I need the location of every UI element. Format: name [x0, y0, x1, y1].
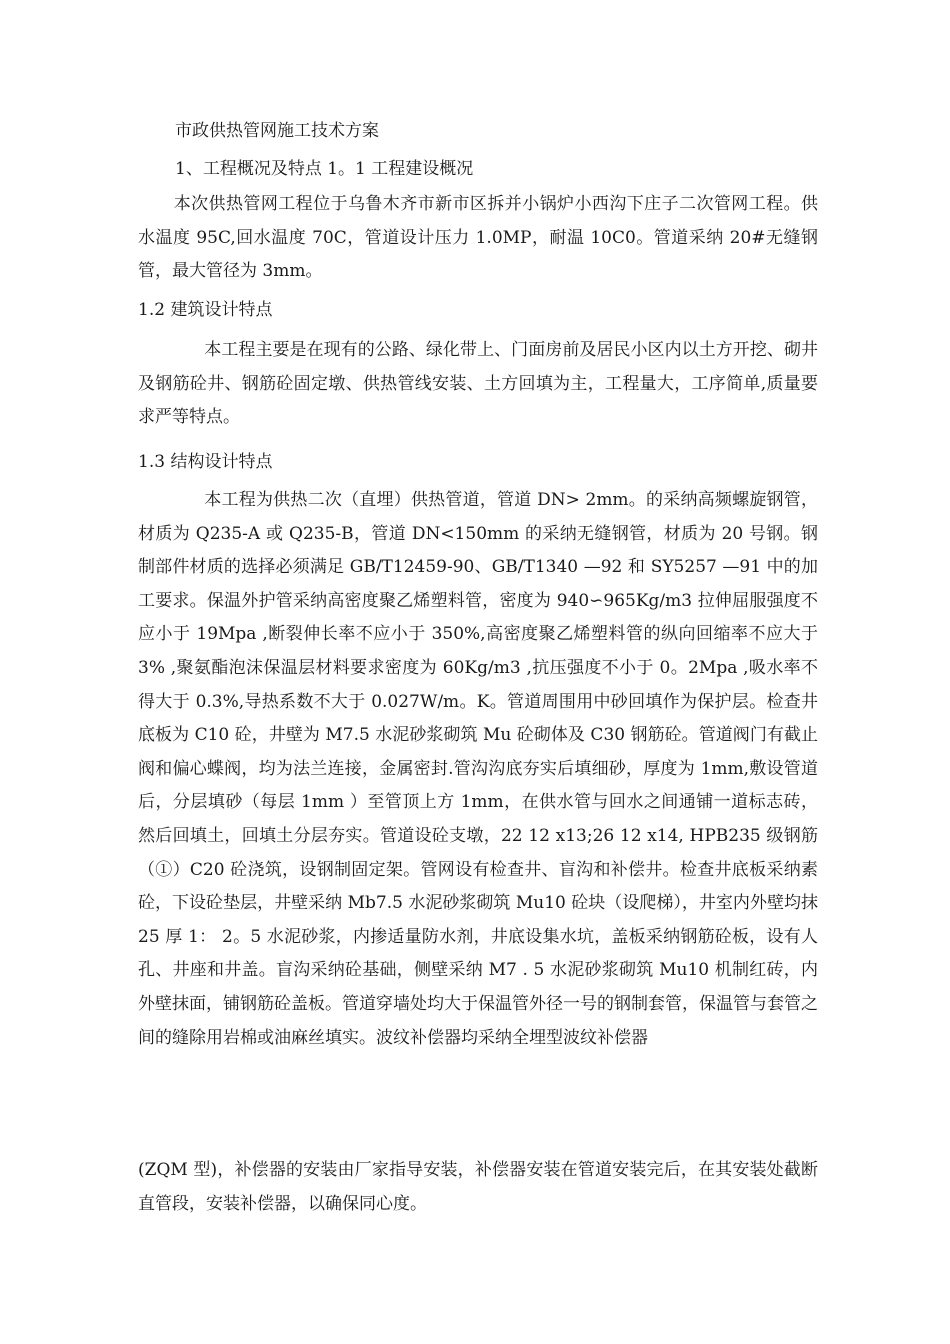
section-1-heading: 1、工程概况及特点 1。1 工程建设概况: [175, 159, 474, 179]
section-1-3-body: 本工程为供热二次（直埋）供热管道，管道 DN> 2mm。的采纳高频螺旋钢管，材质为 Q235-A 或 Q235-B，管道 DN<150mm 的采纳无缝钢管，材质为 20 号钢。钢制部件材质的选择必须满足 GB/T12459-90、GB/T1340 —92 和 SY5257 —91 中的加工要求。保温外护管采纳高密度聚乙烯塑料管，密度为 940∽965Kg/m3 拉伸屈服强度不应小于 19Mpa ,断裂伸长率不应小于 350%,高密度聚乙烯塑料管的纵向回缩率不应大于 3% ,聚氨酯泡沫保温层材料要求密度为 60Kg/m3 ,抗压强度不小于 0。2Mpa ,吸水率不得大于 0.3%,导热系数不大于 0.027W/m。K。管道周围用中砂回填作为保护层。检查井底板为 C10 砼，井壁为 M7.5 水泥砂浆砌筑 Mu 砼砌体及 C30 钢筋砼。管道阀门有截止阀和偏心蝶阀，均为法兰连接，金属密封.管沟沟底夯实后填细砂，厚度为 1mm,敷设管道后，分层填砂（每层 1mm ）至管顶上方 1mm，在供水管与回水之间通铺一道标志砖，然后回填土，回填土分层夯实。管道设砼支墩，22 12 x13;26 12 x14, HPB235 级钢筋（①）C20 砼浇筑，设钢制固定架。管网设有检查井、盲沟和补偿井。检查井底板采纳素砼，下设砼垫层，井壁采纳 Mb7.5 水泥砂浆砌筑 Mu10 砼块（设爬梯），井室内外壁均抹 25 厚 1： 2。5 水泥砂浆，内掺适量防水剂，井底设集水坑，盖板采纳钢筋砼板，设有人孔、井座和井盖。盲沟采纳砼基础，侧壁采纳 M7 . 5 水泥砂浆砌筑 Mu10 机制红砖，内外壁抹面，铺钢筋砼盖板。管道穿墙处均大于保温管外径一号的钢制套管，保温管与套管之间的缝除用岩棉或油麻丝填实。波纹补偿器均采纳全埋型波纹补偿器: [138, 490, 818, 1048]
section-1-3-continuation: (ZQM 型)，补偿器的安装由厂家指导安装，补偿器安装在管道安装完后，在其安装处截断直管段，安装补偿器，以确保同心度。: [138, 1160, 818, 1214]
section-1-body: 本次供热管网工程位于乌鲁木齐市新市区拆并小锅炉小西沟下庄子二次管网工程。供水温度 95C,回水温度 70C，管道设计压力 1.0MP，耐温 10C0。管道采纳 20#无缝钢管，最大管径为 3mm。: [138, 194, 818, 282]
section-1-3-heading: 1.3 结构设计特点: [138, 452, 273, 472]
section-1-2-body: 本工程主要是在现有的公路、绿化带上、门面房前及居民小区内以土方开挖、砌井及钢筋砼井、钢筋砼固定墩、供热管线安装、土方回填为主，工程量大，工序简单,质量要求严等特点。: [138, 340, 818, 428]
document-title: 市政供热管网施工技术方案: [175, 121, 379, 141]
section-1-2-heading: 1.2 建筑设计特点: [138, 300, 273, 320]
